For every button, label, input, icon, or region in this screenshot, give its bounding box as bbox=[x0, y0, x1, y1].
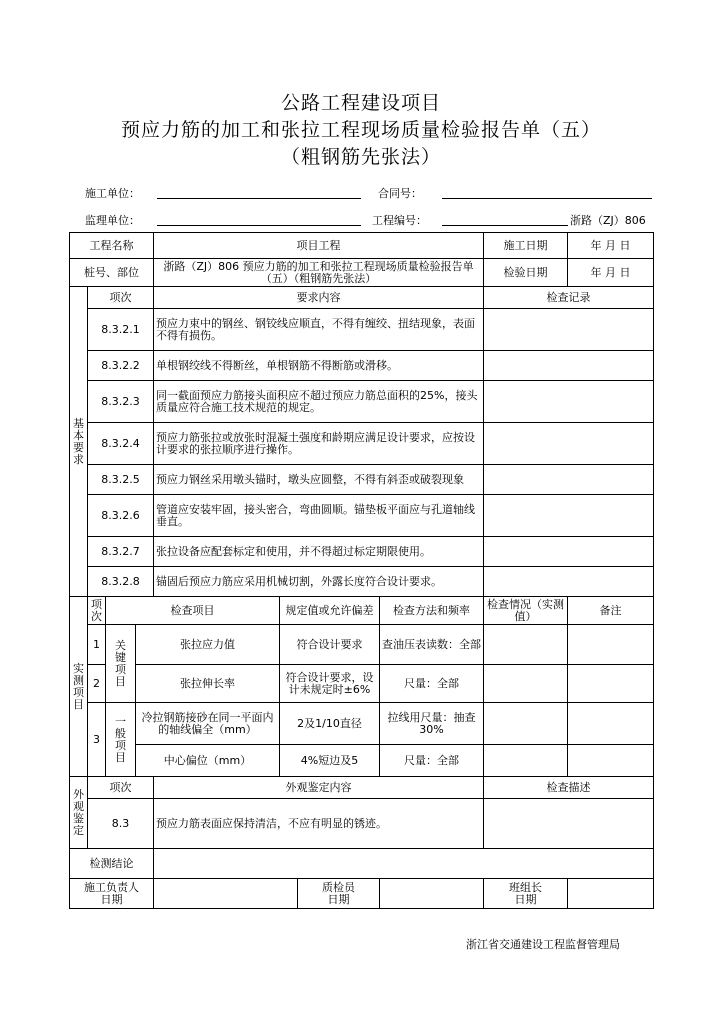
conclusion-label: 检测结论 bbox=[70, 849, 154, 879]
basic-row-text: 同一截面预应力筋接头面积应不超过预应力筋总面积的25%，接头质量应符合施工技术规范的规定。 bbox=[154, 381, 484, 423]
measured-col-status: 检查情况（实测值） bbox=[484, 597, 568, 625]
basic-row-code: 8.3.2.1 bbox=[88, 309, 154, 351]
measured-row-spec: 符合设计要求 bbox=[280, 625, 380, 665]
basic-col-content: 要求内容 bbox=[154, 287, 484, 309]
measured-row-method: 尺量：全部 bbox=[380, 665, 484, 703]
basic-row-record[interactable] bbox=[484, 381, 654, 423]
inspection-table bbox=[69, 232, 654, 909]
measured-row-no: 1 bbox=[88, 625, 106, 665]
basic-row-text: 张拉设备应配套标定和使用，并不得超过标定期限使用。 bbox=[154, 537, 484, 567]
measured-col-item: 项次 bbox=[88, 597, 106, 625]
construction-date-value[interactable]: 年 月 日 bbox=[568, 233, 654, 259]
inspection-date-label: 检验日期 bbox=[484, 259, 568, 287]
appearance-side-label: 外观鉴定 bbox=[70, 777, 88, 849]
project-no-label: 工程编号： bbox=[372, 214, 427, 227]
basic-row-code: 8.3.2.6 bbox=[88, 495, 154, 537]
doc-subtitle: 预应力筋的加工和张拉工程现场质量检验报告单（五） bbox=[120, 119, 601, 141]
measured-col-note: 备注 bbox=[568, 597, 654, 625]
basic-row-code: 8.3.2.4 bbox=[88, 423, 154, 465]
contract-no-label: 合同号： bbox=[378, 187, 422, 200]
appearance-desc-value[interactable] bbox=[484, 799, 654, 849]
appearance-col-content: 外观鉴定内容 bbox=[154, 777, 484, 799]
project-no-field[interactable] bbox=[442, 225, 568, 226]
measured-row-method: 拉线用尺量：抽查30% bbox=[380, 703, 484, 745]
inspection-date-value[interactable]: 年 月 日 bbox=[568, 259, 654, 287]
measured-row-note[interactable] bbox=[568, 745, 654, 777]
basic-row-code: 8.3.2.5 bbox=[88, 465, 154, 495]
measured-row-status[interactable] bbox=[484, 625, 568, 665]
basic-row-record[interactable] bbox=[484, 351, 654, 381]
basic-row-code: 8.3.2.3 bbox=[88, 381, 154, 423]
appearance-text: 预应力筋表面应保持清洁，不应有明显的锈迹。 bbox=[154, 799, 484, 849]
inspector-sign[interactable] bbox=[380, 879, 484, 909]
construction-unit-label: 施工单位： bbox=[85, 187, 140, 200]
basic-row-code: 8.3.2.2 bbox=[88, 351, 154, 381]
basic-requirements-side-label: 基本要求 bbox=[70, 287, 88, 597]
measured-row-spec: 2及1/10直径 bbox=[280, 703, 380, 745]
measured-row-method: 查油压表读数：全部 bbox=[380, 625, 484, 665]
measured-row-item: 张拉伸长率 bbox=[136, 665, 280, 703]
appearance-col-item: 项次 bbox=[88, 777, 154, 799]
pile-value: 浙路（ZJ）806 预应力筋的加工和张拉工程现场质量检验报告单（五）（粗钢筋先张法） bbox=[154, 259, 484, 287]
measured-row-status[interactable] bbox=[484, 665, 568, 703]
issuing-authority: 浙江省交通建设工程监督管理局 bbox=[466, 938, 620, 951]
measured-col-method: 检查方法和频率 bbox=[380, 597, 484, 625]
measured-row-note[interactable] bbox=[568, 625, 654, 665]
measured-row-status[interactable] bbox=[484, 703, 568, 745]
measured-row-spec: 4%短边及5 bbox=[280, 745, 380, 777]
measured-row-no: 3 bbox=[88, 703, 106, 777]
team-lead-label: 班组长 日期 bbox=[484, 879, 568, 909]
project-name-value: 项目工程 bbox=[154, 233, 484, 259]
pile-label: 桩号、部位 bbox=[70, 259, 154, 287]
appearance-col-desc: 检查描述 bbox=[484, 777, 654, 799]
contract-no-field[interactable] bbox=[442, 198, 652, 199]
basic-col-item: 项次 bbox=[88, 287, 154, 309]
basic-row-record[interactable] bbox=[484, 423, 654, 465]
key-items-label: 关键项目 bbox=[106, 625, 136, 703]
construction-date-label: 施工日期 bbox=[484, 233, 568, 259]
measured-row-item: 冷拉钢筋接砂在同一平面内的轴线偏全（mm） bbox=[136, 703, 280, 745]
basic-row-text: 预应力束中的钢丝、钢铰线应顺直，不得有缠绞、扭结现象，表面不得有损伤。 bbox=[154, 309, 484, 351]
basic-row-record[interactable] bbox=[484, 309, 654, 351]
measured-col-check: 检查项目 bbox=[106, 597, 280, 625]
basic-row-record[interactable] bbox=[484, 495, 654, 537]
project-name-label: 工程名称 bbox=[70, 233, 154, 259]
measured-col-spec: 规定值或允许偏差 bbox=[280, 597, 380, 625]
inspector-label: 质检员 日期 bbox=[298, 879, 380, 909]
doc-title: 公路工程建设项目 bbox=[280, 92, 441, 114]
doc-subtitle-2: （粗钢筋先张法） bbox=[280, 146, 441, 168]
basic-row-record[interactable] bbox=[484, 567, 654, 597]
measured-row-note[interactable] bbox=[568, 665, 654, 703]
measured-row-method: 尺量：全部 bbox=[380, 745, 484, 777]
basic-row-text: 单根钢绞线不得断丝，单根钢筋不得断筋或滑移。 bbox=[154, 351, 484, 381]
basic-row-text: 管道应安装牢固，接头密合，弯曲圆顺。锚垫板平面应与孔道轴线垂直。 bbox=[154, 495, 484, 537]
measured-row-status[interactable] bbox=[484, 745, 568, 777]
basic-row-record[interactable] bbox=[484, 465, 654, 495]
basic-row-record[interactable] bbox=[484, 537, 654, 567]
basic-row-code: 8.3.2.7 bbox=[88, 537, 154, 567]
construction-lead-label: 施工负责人 日期 bbox=[70, 879, 154, 909]
team-lead-sign[interactable] bbox=[568, 879, 654, 909]
conclusion-value[interactable] bbox=[154, 849, 654, 879]
measured-row-no: 2 bbox=[88, 665, 106, 703]
basic-row-text: 预应力钢丝采用墩头锚时，墩头应圆整，不得有斜歪或破裂现象 bbox=[154, 465, 484, 495]
measured-row-spec: 符合设计要求，设计未规定时±6% bbox=[280, 665, 380, 703]
supervision-unit-label: 监理单位： bbox=[85, 214, 140, 227]
measured-row-item: 张拉应力值 bbox=[136, 625, 280, 665]
form-code: 浙路（ZJ）806 bbox=[570, 214, 646, 227]
measured-side-label: 实测项目 bbox=[70, 597, 88, 777]
supervision-unit-field[interactable] bbox=[157, 225, 361, 226]
construction-unit-field[interactable] bbox=[157, 198, 361, 199]
construction-lead-sign[interactable] bbox=[154, 879, 298, 909]
basic-row-text: 预应力筋张拉或放张时混凝土强度和龄期应满足设计要求，应按设计要求的张拉顺序进行操作。 bbox=[154, 423, 484, 465]
basic-col-record: 检查记录 bbox=[484, 287, 654, 309]
appearance-code: 8.3 bbox=[88, 799, 154, 849]
basic-row-text: 锚固后预应力筋应采用机械切割，外露长度符合设计要求。 bbox=[154, 567, 484, 597]
measured-row-note[interactable] bbox=[568, 703, 654, 745]
measured-row-item: 中心偏位（mm） bbox=[136, 745, 280, 777]
general-items-label: 一般项目 bbox=[106, 703, 136, 777]
basic-row-code: 8.3.2.8 bbox=[88, 567, 154, 597]
